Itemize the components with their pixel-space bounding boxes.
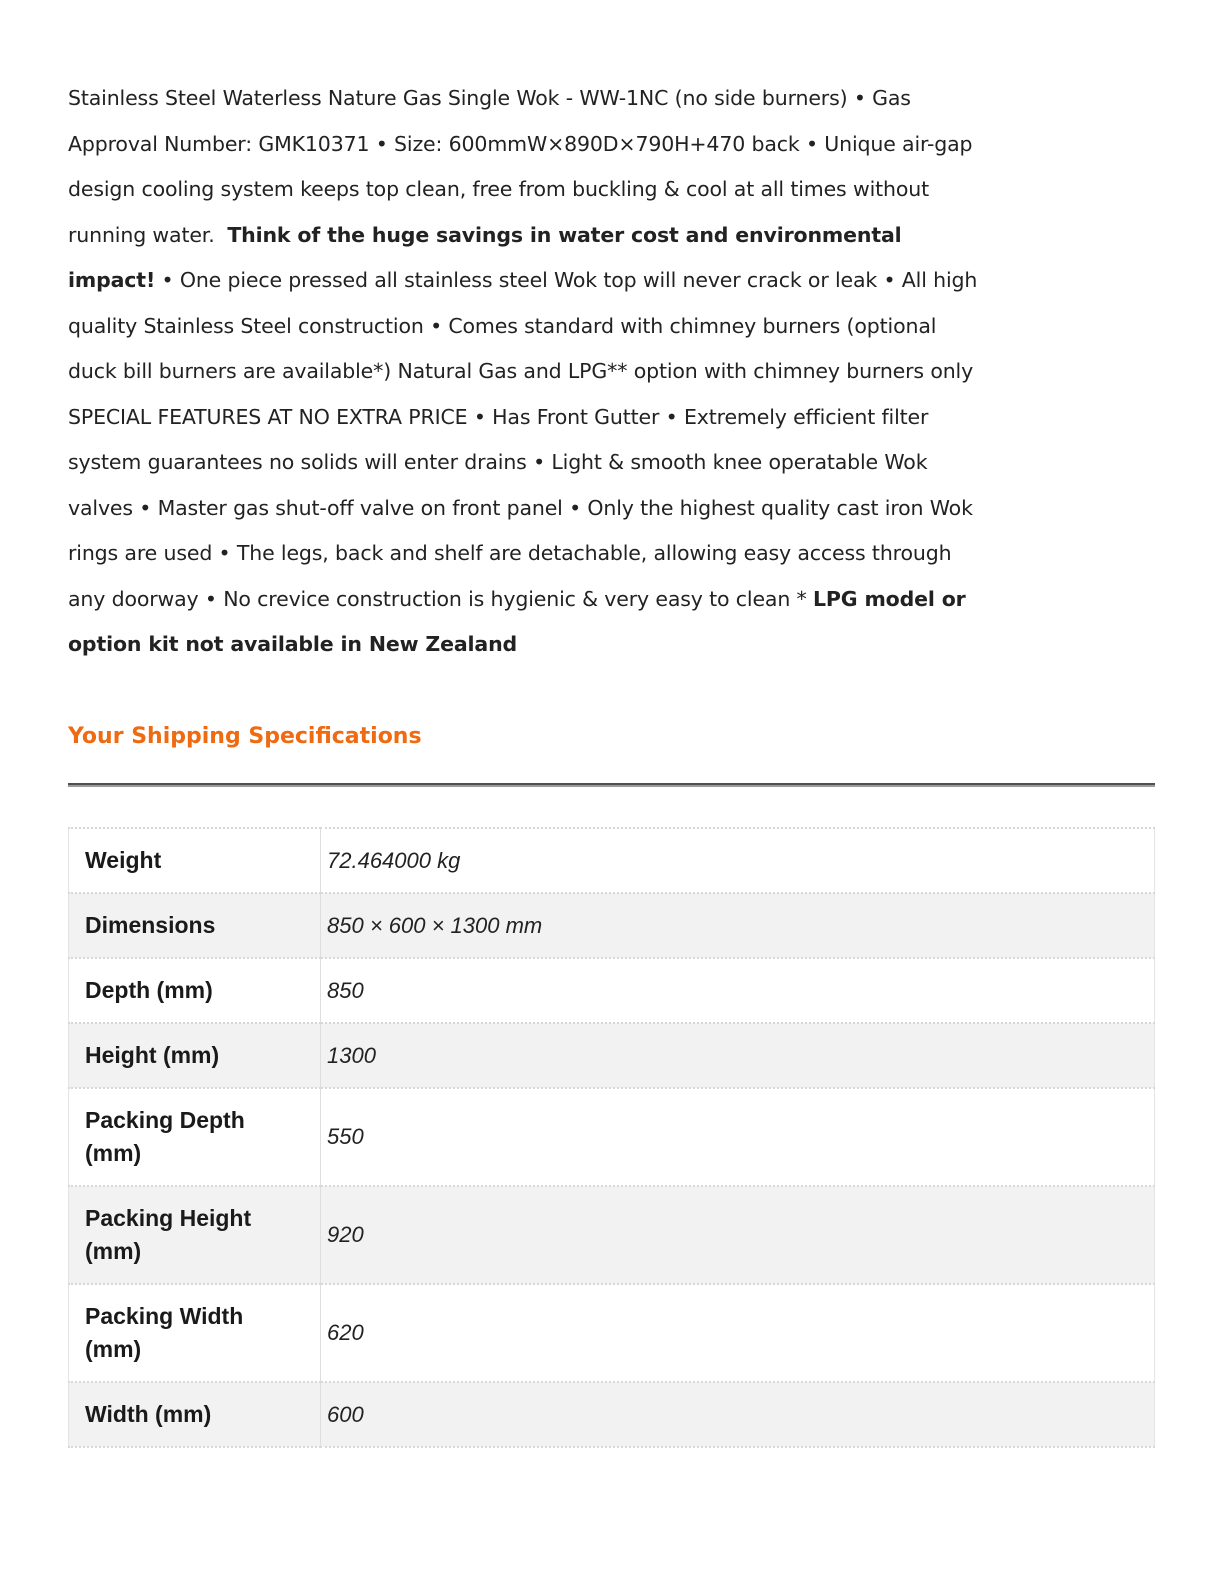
spec-value: 620 (321, 1284, 1155, 1382)
spec-label: Packing Height (mm) (69, 1186, 321, 1284)
description-text-bold: impact! (68, 268, 156, 292)
spec-value: 1300 (321, 1023, 1155, 1088)
description-line (68, 440, 1155, 486)
description-text: design cooling system keeps top clean, free from buckling & cool at all times without (68, 177, 929, 201)
description-text-bold: Think of the huge savings in water cost and environmental (227, 222, 902, 247)
description-line (68, 486, 1155, 532)
description-text: Approval Number: GMK10371 • Size: 600mmW×890D×790H+470 back • Unique air-gap (68, 131, 973, 156)
spec-label: Width (mm) (69, 1382, 321, 1447)
description-text: rings are used • The legs, back and shelf are detachable, allowing easy access through (68, 541, 952, 565)
description-text: quality Stainless Steel construction • Comes standard with chimney burners (optional (68, 313, 937, 338)
description-text: SPECIAL FEATURES AT NO EXTRA PRICE • Has Front Gutter • Extremely efficient filter (68, 404, 929, 429)
spec-value: 72.464000 kg (327, 847, 461, 873)
spec-label: Packing Width (mm) (69, 1284, 321, 1382)
description-text: any doorway • No crevice construction is hygienic & very easy to clean * (68, 586, 813, 611)
spec-value: 850 × 600 × 1300 mm (321, 893, 1155, 958)
spec-label: Dimensions (69, 893, 321, 958)
spec-row (69, 828, 1155, 893)
shipping-specifications-table (68, 827, 1155, 1448)
spec-label: Weight (69, 828, 321, 893)
description-line (68, 213, 1155, 259)
spec-row (69, 893, 1155, 958)
description-line (68, 76, 1155, 122)
section-divider (68, 783, 1155, 787)
spec-label: Depth (mm) (69, 958, 321, 1023)
spec-row (69, 1023, 1155, 1088)
spec-row (69, 1284, 1155, 1382)
spec-label: Height (mm) (69, 1023, 321, 1088)
description-line (68, 122, 1155, 168)
description-line (68, 395, 1155, 441)
description-line (68, 577, 1155, 623)
description-text-bold: LPG model or (813, 586, 966, 611)
description-text: Stainless Steel Waterless Nature Gas Single Wok - WW-1NC (no side burners) • Gas (68, 86, 911, 110)
description-text: • One piece pressed all stainless steel Wok top will never crack or leak • All high (155, 268, 978, 292)
spec-value: 550 (321, 1088, 1155, 1186)
description-line (68, 167, 1155, 213)
description-line (68, 258, 1155, 304)
description-text: system guarantees no solids will enter drains • Light & smooth knee operatable Wok (68, 450, 928, 474)
description-text: duck bill burners are available*) Natural Gas and LPG** option with chimney burners only (68, 359, 974, 383)
description-text: running water. (68, 222, 228, 247)
description-text: valves • Master gas shut-off valve on front panel • Only the highest quality cast iron Wok (68, 495, 973, 520)
spec-row (69, 958, 1155, 1023)
spec-value: 850 (321, 958, 1155, 1023)
description-text-bold: option kit not available in New Zealand (68, 632, 518, 656)
spec-value: 920 (321, 1186, 1155, 1284)
description-line (68, 304, 1155, 350)
description-line (68, 349, 1155, 395)
spec-row (69, 1088, 1155, 1186)
spec-label: Packing Depth (mm) (69, 1088, 321, 1186)
description-line (68, 531, 1155, 577)
spec-row (69, 1382, 1155, 1447)
description-line (68, 622, 1155, 668)
shipping-specifications-heading: Your Shipping Specifications (68, 723, 422, 749)
spec-row (69, 1186, 1155, 1284)
spec-value: 600 (321, 1382, 1155, 1447)
product-description (68, 76, 1155, 668)
